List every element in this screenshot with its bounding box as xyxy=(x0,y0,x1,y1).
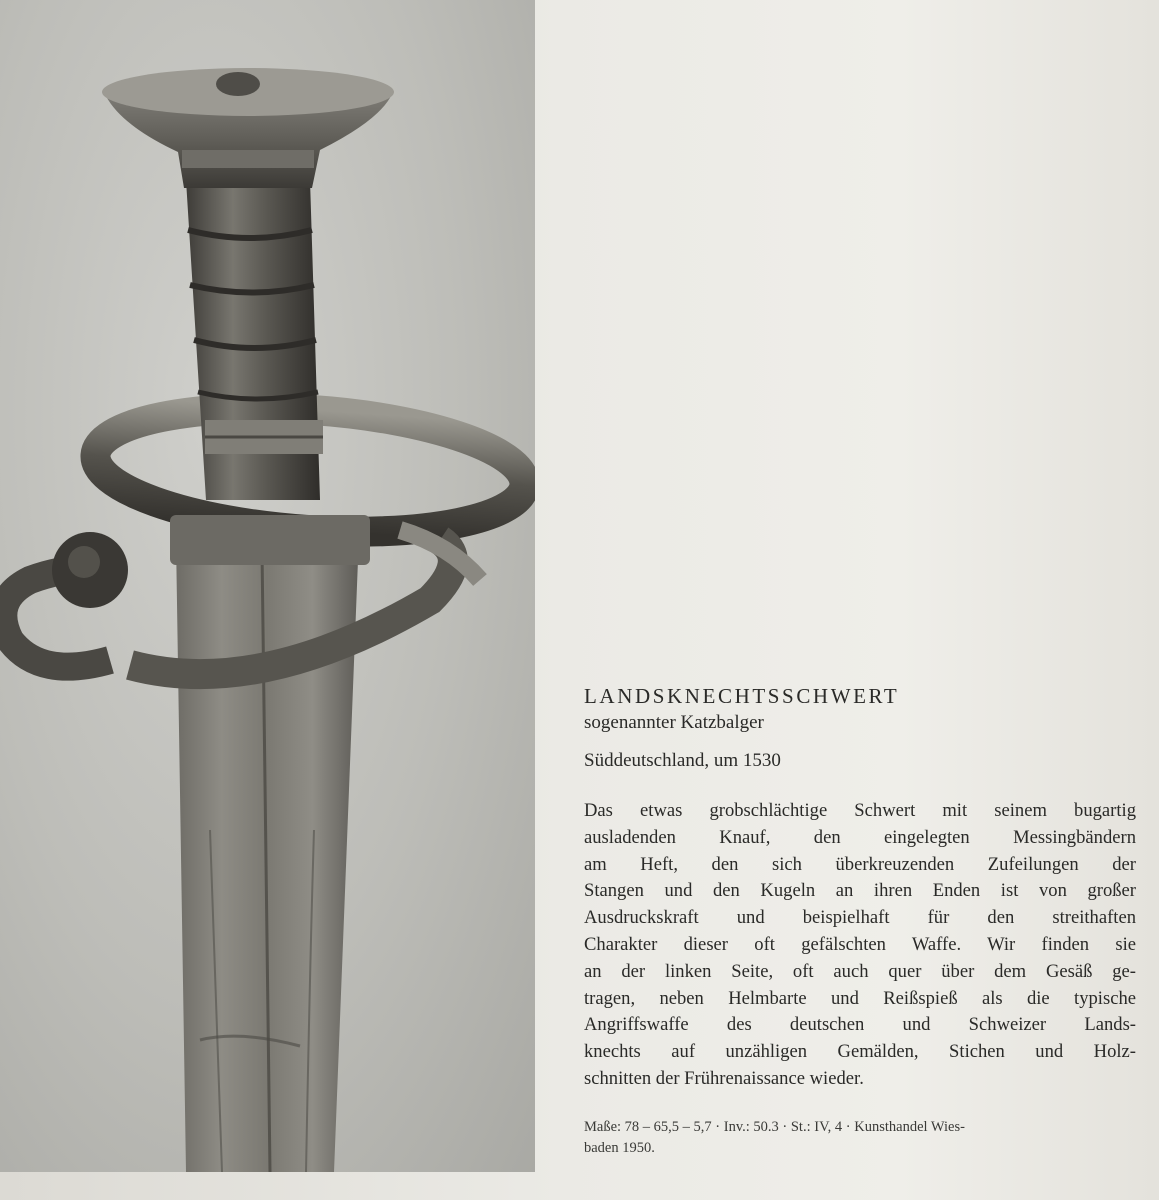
sword-illustration xyxy=(0,0,535,1172)
description-line: ausladenden Knauf, den eingelegten Messingbändern xyxy=(584,826,1136,848)
object-title: LANDSKNECHTSSCHWERT xyxy=(584,684,900,708)
description-line: Ausdruckskraft und beispielhaft für den streithaften xyxy=(584,907,1136,929)
description-line: Das etwas grobschlächtige Schwert mit seinem bugartig xyxy=(584,800,1136,821)
measurements-line: Maße: 78 – 65,5 – 5,7 · Inv.: 50.3 · St.: IV, 4 · Kunsthandel Wies- xyxy=(584,1118,965,1135)
description-line: knechts auf unzähligen Gemälden, Stichen und Holz- xyxy=(584,1041,1136,1063)
description-line: Charakter dieser oft gefälschten Waffe. Wir finden sie xyxy=(584,933,1136,955)
description-line: schnitten der Frührenaissance wieder. xyxy=(584,1067,864,1089)
object-subtitle: sogenannter Katzbalger xyxy=(584,712,764,733)
description-line: tragen, neben Helmbarte und Reißspieß als die typische xyxy=(584,987,1136,1009)
object-origin: Süddeutschland, um 1530 xyxy=(584,750,781,771)
grip xyxy=(186,180,323,500)
caption-block xyxy=(584,682,1136,1159)
description-line: am Heft, den sich überkreuzenden Zufeilungen der xyxy=(584,853,1136,875)
description-paragraph xyxy=(584,798,1136,1093)
description-line: an der linken Seite, oft auch quer über dem Gesäß ge- xyxy=(584,960,1136,982)
description-line: Angriffswaffe des deutschen und Schweizer Lands- xyxy=(584,1014,1136,1036)
pommel xyxy=(102,68,394,188)
measurements-line: baden 1950. xyxy=(584,1139,655,1156)
sword-photograph xyxy=(0,0,535,1172)
description-line: Stangen und den Kugeln an ihren Enden ist von großer xyxy=(584,880,1136,902)
measurements-note xyxy=(584,1117,1136,1159)
